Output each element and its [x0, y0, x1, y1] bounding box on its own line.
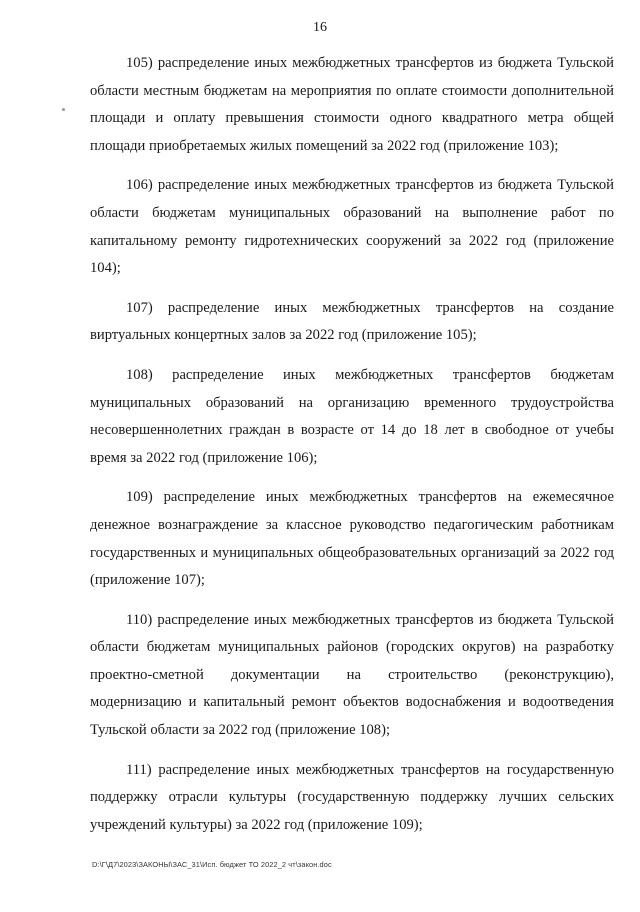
margin-dot	[62, 108, 65, 111]
list-item-110: 110) распределение иных межбюджетных трансфертов из бюджета Тульской области бюджетам муниципальных районов (городских округов) на разработку проектно-сметной документации на строительство (реконструкцию), модернизацию и капитальный ремонт объектов водоснабжения и водоотведения Тульской области за 2022 год (приложение 108);	[90, 611, 614, 739]
list-item-111: 111) распределение иных межбюджетных трансфертов на государственную поддержку отрасли культуры (государственную поддержку лучших сельских учреждений культуры) за 2022 год (приложение 109);	[90, 761, 614, 833]
list-item-106: 106) распределение иных межбюджетных трансфертов из бюджета Тульской области бюджетам муниципальных образований на выполнение работ по капитальному ремонту гидротехнических сооружений за 2022 год (приложение 104);	[90, 177, 614, 277]
page-number: 16	[313, 20, 327, 35]
document-body	[90, 50, 614, 851]
list-item-107: 107) распределение иных межбюджетных трансфертов на создание виртуальных концертных залов за 2022 год (приложение 105);	[90, 299, 614, 344]
list-item-105: 105) распределение иных межбюджетных трансфертов из бюджета Тульской области местным бюджетам на мероприятия по оплате стоимости дополнительной площади и оплату превышения стоимости одного квадратного метра общей площади приобретаемых жилых помещений за 2022 год (приложение 103);	[90, 55, 614, 154]
file-path-footer: D:\Г\Д7\2023\ЗАКОНЫ\ЗАС_31\Исп. бюджет ТО 2022_2 чт\закон.doc	[92, 860, 332, 869]
list-item-108: 108) распределение иных межбюджетных трансфертов бюджетам муниципальных образований на организацию временного трудоустройства несовершеннолетних граждан в возрасте от 14 до 18 лет в свободное от учебы время за 2022 год (приложение 106);	[90, 366, 614, 466]
list-item-109: 109) распределение иных межбюджетных трансфертов на ежемесячное денежное вознаграждение за классное руководство педагогическим работникам государственных и муниципальных общеобразовательных организаций за 2022 год (приложение 107);	[90, 489, 614, 589]
